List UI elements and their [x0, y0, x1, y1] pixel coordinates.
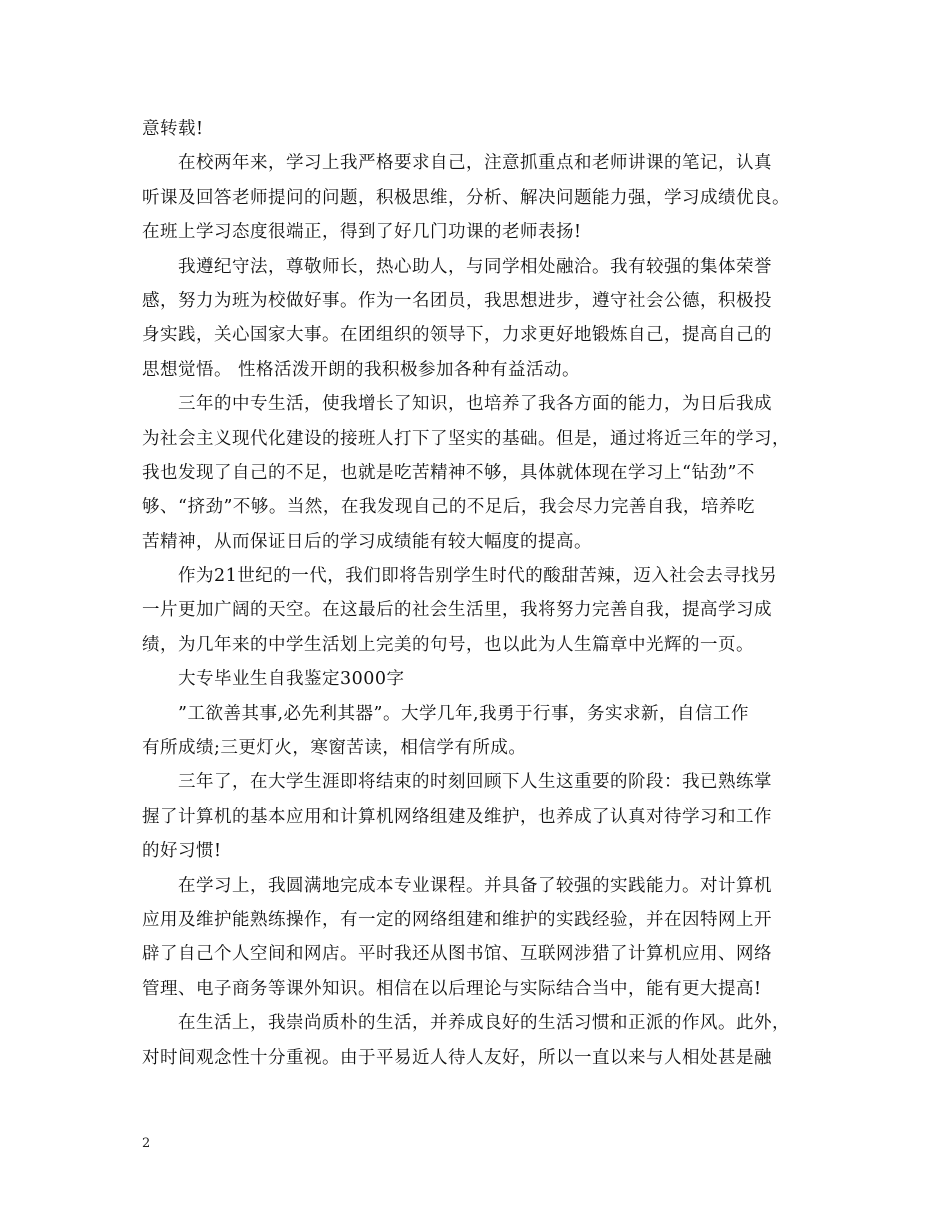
text-line: 感，努力为班为校做好事。作为一名团员，我思想进步，遵守社会公德，积极投	[142, 290, 772, 311]
text-line: 在校两年来，学习上我严格要求自己，注意抓重点和老师讲课的笔记，认真	[178, 153, 772, 174]
section-heading: 大专毕业生自我鉴定3000字	[178, 669, 405, 690]
text-line: 对时间观念性十分重视。由于平易近人待人友好，所以一直以来与人相处甚是融	[142, 1047, 772, 1068]
page-number: 2	[142, 1136, 151, 1151]
text-line: ”工欲善其事,必先利其器”。大学几年,我勇于行事，务实求新，自信工作	[178, 703, 750, 724]
text-line: 的好习惯!	[142, 841, 222, 862]
text-line: 辟了自己个人空间和网店。平时我还从图书馆、互联网涉猎了计算机应用、网络	[142, 944, 772, 965]
text-line: 够、“挤劲”不够。当然，在我发现自己的不足后，我会尽力完善自我，培养吃	[142, 497, 755, 518]
text-line: 三年的中专生活，使我增长了知识，也培养了我各方面的能力，为日后我成	[178, 394, 772, 415]
text-line: 身实践，关心国家大事。在团组织的领导下，力求更好地锻炼自己，提高自己的	[142, 325, 772, 346]
text-line: 一片更加广阔的天空。在这最后的社会生活里，我将努力完善自我，提高学习成	[142, 600, 772, 621]
text-line: 意转载!	[142, 119, 204, 139]
document-body	[142, 112, 822, 1075]
text-line: 在生活上，我崇尚质朴的生活，并养成良好的生活习惯和正派的作风。此外，	[178, 1013, 790, 1034]
text-line: 握了计算机的基本应用和计算机网络组建及维护，也养成了认真对待学习和工作	[142, 806, 772, 827]
text-line: 思想觉悟。 性格活泼开朗的我积极参加各种有益活动。	[142, 359, 581, 380]
text-line: 为社会主义现代化建设的接班人打下了坚实的基础。但是，通过将近三年的学习，	[142, 428, 790, 449]
text-line: 在学习上，我圆满地完成本专业课程。并具备了较强的实践能力。对计算机	[178, 875, 772, 896]
text-line: 苦精神，从而保证日后的学习成绩能有较大幅度的提高。	[142, 531, 592, 552]
text-line: 管理、电子商务等课外知识。相信在以后理论与实际结合当中，能有更大提高!	[142, 978, 762, 999]
text-line: 绩，为几年来的中学生活划上完美的句号，也以此为人生篇章中光辉的一页。	[142, 634, 754, 655]
text-line: 作为21世纪的一代，我们即将告别学生时代的酸甜苦辣，迈入社会去寻找另	[178, 566, 778, 587]
text-line: 听课及回答老师提问的问题，积极思维，分析、解决问题能力强，学习成绩优良。	[142, 187, 790, 208]
text-line: 我也发现了自己的不足，也就是吃苦精神不够，具体就体现在学习上“钻劲”不	[142, 462, 755, 483]
text-line: 有所成绩;三更灯火，寒窗苦读，相信学有所成。	[142, 738, 527, 759]
text-line: 三年了，在大学生涯即将结束的时刻回顾下人生这重要的阶段：我已熟练掌	[178, 772, 772, 793]
text-line: 我遵纪守法，尊敬师长，热心助人，与同学相处融洽。我有较强的集体荣誉	[178, 256, 772, 277]
text-line: 在班上学习态度很端正，得到了好几门功课的老师表扬!	[142, 222, 582, 243]
text-line: 应用及维护能熟练操作，有一定的网络组建和维护的实践经验，并在因特网上开	[142, 909, 772, 930]
